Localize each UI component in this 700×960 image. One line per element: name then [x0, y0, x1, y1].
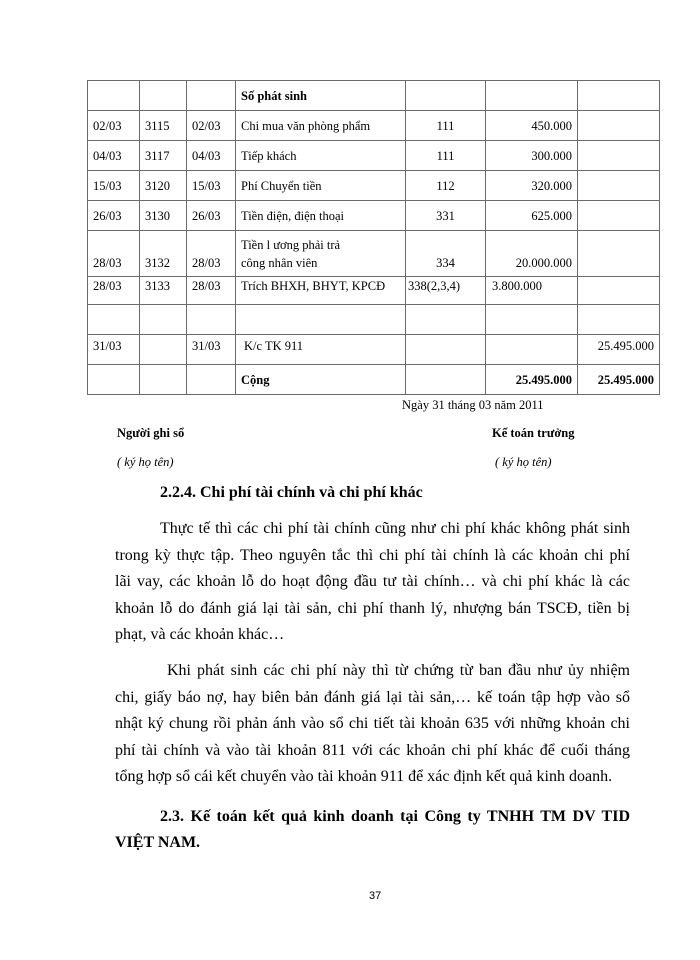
- row-date: 28/03: [88, 231, 140, 277]
- row-account: 338(2,3,4): [406, 277, 486, 305]
- row-account: 112: [406, 171, 486, 201]
- table-row: [88, 201, 660, 231]
- signer-left-note: ( ký họ tên): [117, 455, 174, 469]
- row-description: Chi mua văn phòng phẩm: [236, 111, 406, 141]
- row-date: 28/03: [88, 277, 140, 305]
- paragraph-line: phí tài chính và vào tài khoản 811 với các khoản chi phí khác để cuối tháng: [115, 741, 630, 759]
- row-description-line: công nhân viên: [241, 255, 318, 270]
- row-debit: 3.800.000: [486, 277, 578, 305]
- paragraph-line: phạt, và các khoản khác…: [115, 626, 285, 643]
- row-voucher-number: 3130: [140, 201, 187, 231]
- row-debit: 20.000.000: [486, 231, 578, 277]
- table-row: [88, 111, 660, 141]
- row-debit: 450.000: [486, 111, 578, 141]
- table-row: [88, 141, 660, 171]
- row-date: 04/03: [88, 141, 140, 171]
- table-row-empty: [88, 305, 660, 335]
- row-description: K/c TK 911: [236, 335, 406, 365]
- row-account: 331: [406, 201, 486, 231]
- row-description: Trích BHXH, BHYT, KPCĐ: [236, 277, 406, 305]
- row-credit: [578, 171, 660, 201]
- row-voucher-number: 3120: [140, 171, 187, 201]
- row-credit: [578, 231, 660, 277]
- row-voucher-number: 3117: [140, 141, 187, 171]
- ledger-table: [87, 80, 660, 395]
- row-debit: 320.000: [486, 171, 578, 201]
- row-credit: [578, 277, 660, 305]
- section-heading-2-3: 2.3. Kế toán kết quả kinh doanh tại Công ty TNHH TM DV TID: [160, 808, 630, 825]
- page-number: 37: [369, 890, 382, 902]
- row-voucher-date: 15/03: [187, 171, 236, 201]
- row-credit: [578, 141, 660, 171]
- row-voucher-date: 04/03: [187, 141, 236, 171]
- table-row: [88, 171, 660, 201]
- row-voucher-number: [140, 335, 187, 365]
- table-total-row: [88, 365, 660, 395]
- paragraph-line: lãi vay, các khoản lỗ do hoạt động đầu tư tài chính… và chi phí khác là các: [115, 573, 630, 590]
- paragraph-line: chi, giấy báo nợ, hay biên bản đánh giá lại tài sản,… kế toán tập hợp vào sổ: [115, 688, 630, 706]
- row-account: 111: [406, 141, 486, 171]
- date-line: Ngày 31 tháng 03 năm 2011: [402, 398, 544, 412]
- total-label: Cộng: [236, 365, 406, 395]
- row-voucher-date: 28/03: [187, 231, 236, 277]
- row-date: 02/03: [88, 111, 140, 141]
- row-debit: 625.000: [486, 201, 578, 231]
- row-debit: 300.000: [486, 141, 578, 171]
- row-description-line: Tiền l ương phải trả: [241, 237, 341, 252]
- row-voucher-number: 3132: [140, 231, 187, 277]
- total-debit: 25.495.000: [486, 365, 578, 395]
- table-header-row: [88, 81, 660, 111]
- row-voucher-number: 3133: [140, 277, 187, 305]
- signer-right-note: ( ký họ tên): [495, 455, 552, 469]
- row-credit: [578, 111, 660, 141]
- row-description: Phí Chuyển tiền: [236, 171, 406, 201]
- row-voucher-date: 31/03: [187, 335, 236, 365]
- row-account: [406, 335, 486, 365]
- row-voucher-date: 02/03: [187, 111, 236, 141]
- section-heading-2-3-line2: VIỆT NAM.: [115, 834, 201, 851]
- row-date: 15/03: [88, 171, 140, 201]
- row-date: 31/03: [88, 335, 140, 365]
- row-date: 26/03: [88, 201, 140, 231]
- table-row: [88, 335, 660, 365]
- paragraph-line: trong kỳ thực tập. Theo nguyên tắc thì chi phí tài chính là các khoản chi phí: [115, 546, 630, 564]
- paragraph-2: [115, 658, 630, 791]
- section-heading-2-2-4: 2.2.4. Chi phí tài chính và chi phí khác: [160, 484, 423, 501]
- table-row: [88, 277, 660, 305]
- paragraph-line: Thực tế thì các chi phí tài chính cũng như chi phí khác không phát sinh: [160, 520, 630, 537]
- row-description: Tiền điện, điện thoại: [236, 201, 406, 231]
- row-voucher-number: 3115: [140, 111, 187, 141]
- row-description: [236, 231, 406, 277]
- row-description: Tiếp khách: [236, 141, 406, 171]
- row-account: 334: [406, 231, 486, 277]
- paragraph-line: nhật ký chung rồi phản ánh vào sổ chi tiết tài khoản 635 với những khoản chi: [115, 715, 630, 732]
- paragraph-line: Khi phát sinh các chi phí này thì từ chứng từ ban đầu như ủy nhiệm: [167, 662, 630, 679]
- header-label: Số phát sinh: [236, 81, 406, 111]
- row-credit: 25.495.000: [578, 335, 660, 365]
- paragraph-line: khoản lỗ do đánh giá lại tài sản, chi phí thanh lý, nhượng bán TSCĐ, tiền bị: [115, 599, 630, 617]
- row-credit: [578, 201, 660, 231]
- row-debit: [486, 335, 578, 365]
- row-account: 111: [406, 111, 486, 141]
- table-row: [88, 231, 660, 277]
- total-credit: 25.495.000: [578, 365, 660, 395]
- paragraph-1: [115, 516, 630, 649]
- row-voucher-date: 28/03: [187, 277, 236, 305]
- signer-left-title: Người ghi sổ: [117, 426, 185, 440]
- row-voucher-date: 26/03: [187, 201, 236, 231]
- signer-right-title: Kế toán trưởng: [492, 426, 575, 440]
- paragraph-line: tổng hợp sổ cái kết chuyển vào tài khoản 911 để xác định kết quả kinh doanh.: [115, 768, 613, 785]
